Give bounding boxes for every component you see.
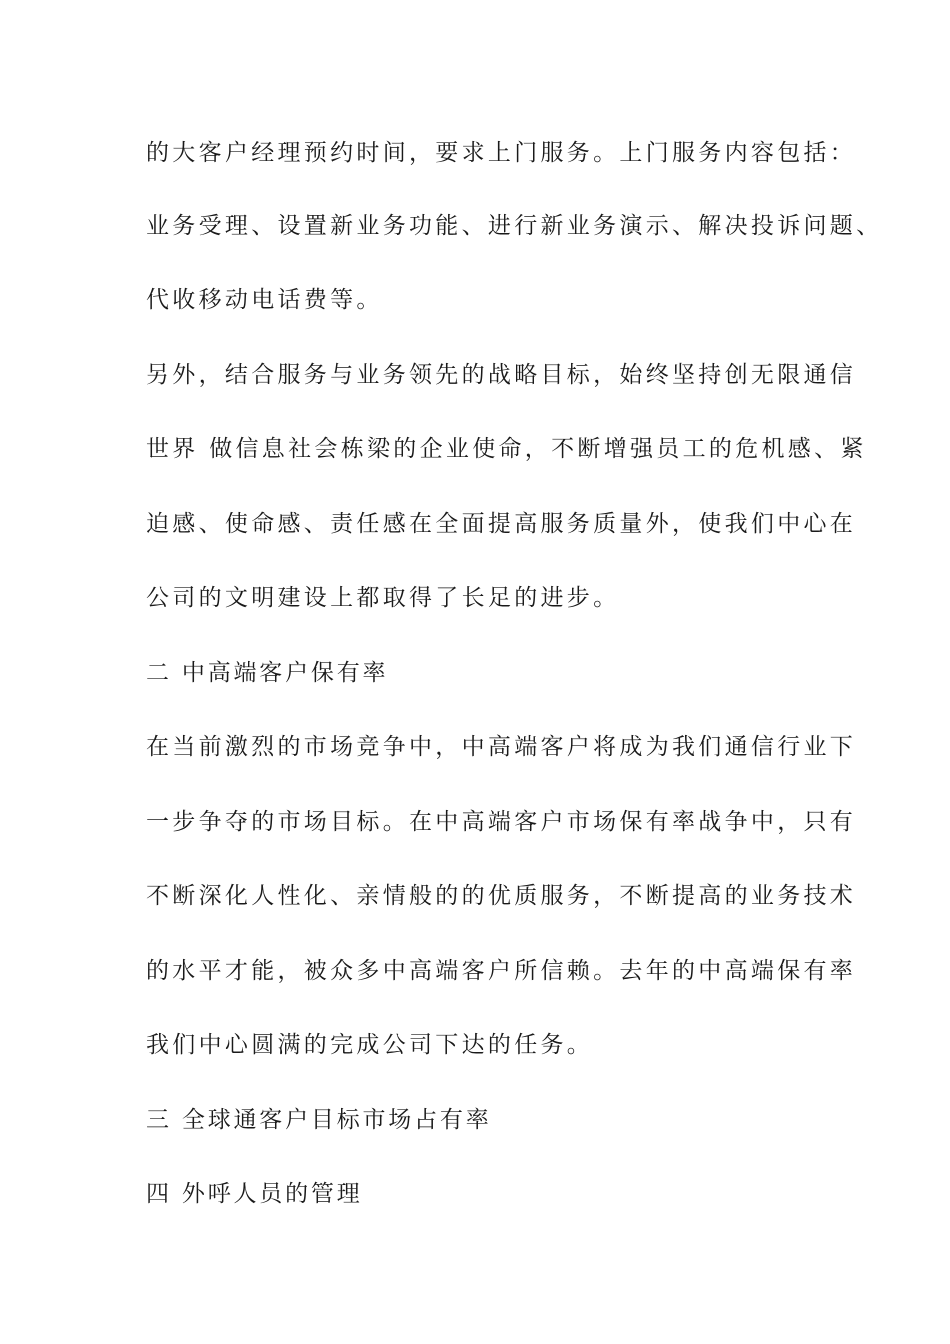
section-heading: 四 外呼人员的管理 [146,1181,363,1207]
section-heading: 二 中高端客户保有率 [146,660,389,686]
section-heading: 三 全球通客户目标市场占有率 [146,1107,492,1133]
body-text-line: 代收移动电话费等。 [146,287,383,313]
body-text-line: 迫感、使命感、责任感在全面提高服务质量外，使我们中心在 [146,511,857,537]
body-text-line: 业务受理、设置新业务功能、进行新业务演示、解决投诉问题、 [146,213,883,239]
body-text-line: 我们中心圆满的完成公司下达的任务。 [146,1032,594,1058]
body-text-line: 不断深化人性化、亲情般的的优质服务，不断提高的业务技术 [146,883,857,909]
body-text-line: 世界 做信息社会栋梁的企业使命，不断增强员工的危机感、紧 [146,436,867,462]
body-text-line: 在当前激烈的市场竞争中，中高端客户将成为我们通信行业下 [146,734,857,760]
body-text-line: 一步争夺的市场目标。在中高端客户市场保有率战争中，只有 [146,809,857,835]
body-text-line: 公司的文明建设上都取得了长足的进步。 [146,585,620,611]
body-text-line: 的大客户经理预约时间，要求上门服务。上门服务内容包括： [146,140,857,166]
body-text-line: 另外，结合服务与业务领先的战略目标，始终坚持创无限通信 [146,362,857,388]
body-text-line: 的水平才能，被众多中高端客户所信赖。去年的中高端保有率 [146,958,857,984]
